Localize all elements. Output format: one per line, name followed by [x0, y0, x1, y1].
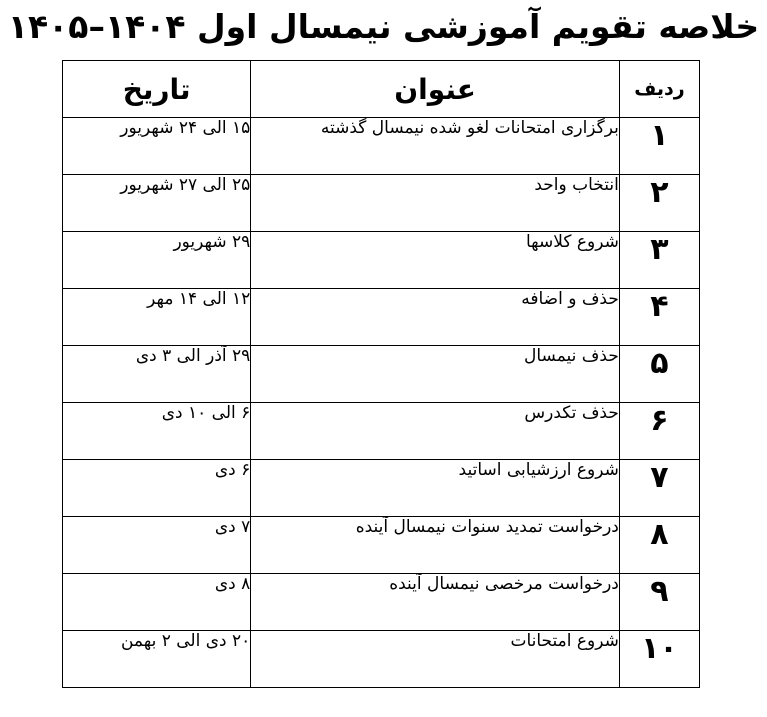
- row-date: ۶ الی ۱۰ دی: [63, 403, 251, 460]
- header-index: ردیف: [619, 61, 699, 118]
- row-index: ۶: [619, 403, 699, 460]
- row-title: برگزاری امتحانات لغو شده نیمسال گذشته: [251, 118, 620, 175]
- row-title: انتخاب واحد: [251, 175, 620, 232]
- row-title: حذف نیمسال: [251, 346, 620, 403]
- header-title: عنوان: [251, 61, 620, 118]
- row-index: ۱: [619, 118, 699, 175]
- row-title: درخواست تمدید سنوات نیمسال آینده: [251, 517, 620, 574]
- table-row: [63, 631, 700, 688]
- row-date: ۸ دی: [63, 574, 251, 631]
- row-index: ۴: [619, 289, 699, 346]
- row-title: درخواست مرخصی نیمسال آینده: [251, 574, 620, 631]
- table-row: [63, 517, 700, 574]
- row-date: ۷ دی: [63, 517, 251, 574]
- row-index: ۳: [619, 232, 699, 289]
- table-header-row: [63, 61, 700, 118]
- table-row: [63, 346, 700, 403]
- row-index: ۹: [619, 574, 699, 631]
- row-title: شروع ارزشیابی اساتید: [251, 460, 620, 517]
- table-row: [63, 574, 700, 631]
- row-index: ۵: [619, 346, 699, 403]
- row-index: ۲: [619, 175, 699, 232]
- table-row: [63, 175, 700, 232]
- page-title: خلاصه تقویم آموزشی نیمسال اول ۱۴۰۴–۱۴۰۵: [7, 7, 760, 46]
- row-date: ۲۰ دی الی ۲ بهمن: [63, 631, 251, 688]
- table-row: [63, 403, 700, 460]
- row-date: ۶ دی: [63, 460, 251, 517]
- table-row: [63, 118, 700, 175]
- header-date: تاریخ: [63, 61, 251, 118]
- row-title: شروع کلاسها: [251, 232, 620, 289]
- calendar-table: [62, 60, 700, 688]
- row-title: شروع امتحانات: [251, 631, 620, 688]
- row-title: حذف تکدرس: [251, 403, 620, 460]
- row-date: ۲۹ شهریور: [63, 232, 251, 289]
- table-row: [63, 289, 700, 346]
- row-title: حذف و اضافه: [251, 289, 620, 346]
- row-date: ۱۲ الی ۱۴ مهر: [63, 289, 251, 346]
- row-index: ۷: [619, 460, 699, 517]
- row-index: ۱۰: [619, 631, 699, 688]
- row-date: ۲۹ آذر الی ۳ دی: [63, 346, 251, 403]
- row-date: ۱۵ الی ۲۴ شهریور: [63, 118, 251, 175]
- table-row: [63, 460, 700, 517]
- row-index: ۸: [619, 517, 699, 574]
- row-date: ۲۵ الی ۲۷ شهریور: [63, 175, 251, 232]
- table-row: [63, 232, 700, 289]
